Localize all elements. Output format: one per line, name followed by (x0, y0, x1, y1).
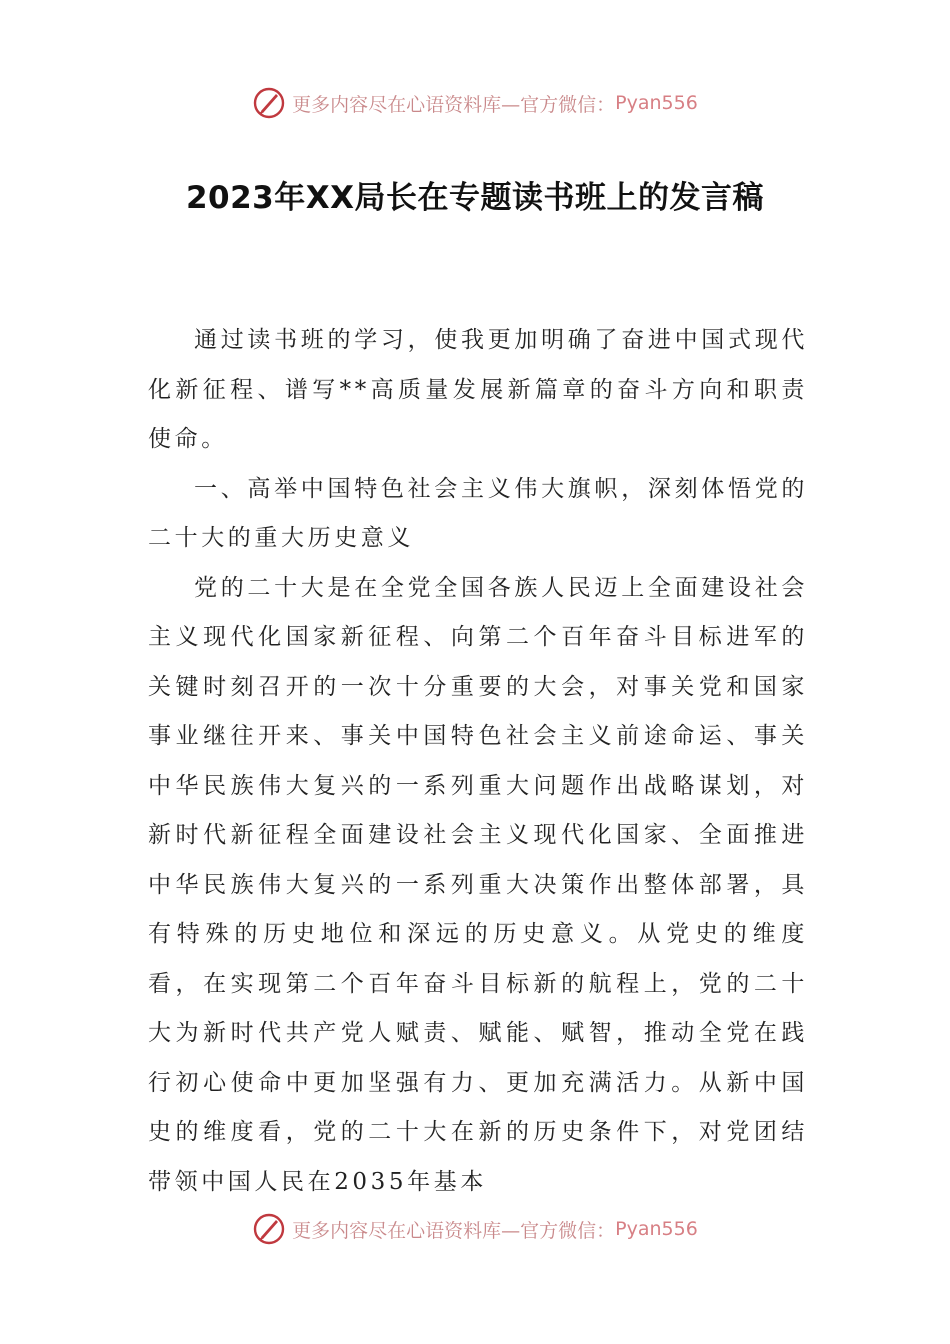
watermark-text: 更多内容尽在心语资料库—官方微信： (292, 93, 616, 116)
watermark-wechat-id: Pyan556 (615, 1218, 698, 1240)
document-title: 2023年XX局长在专题读书班上的发言稿 (185, 180, 765, 216)
quill-logo-icon (252, 1212, 286, 1246)
watermark-text: 更多内容尽在心语资料库—官方微信： (292, 1219, 616, 1242)
header-watermark (0, 86, 950, 120)
document-body (148, 316, 808, 1207)
paragraph-body: 党的二十大是在全党全国各族人民迈上全面建设社会主义现代化国家新征程、向第二个百年奋斗目标进军的关键时刻召开的一次十分重要的大会，对事关党和国家事业继往开来、事关中国特色社会主义前途命运、事关中华民族伟大复兴的一系列重大问题作出战略谋划，对新时代新征程全面建设社会主义现代化国家、全面推进中华民族伟大复兴的一系列重大决策作出整体部署，具有特殊的历史地位和深远的历史意义。从党史的维度看，在实现第二个百年奋斗目标新的航程上，党的二十大为新时代共产党人赋责、赋能、赋智，推动全党在践行初心使命中更加坚强有力、更加充满活力。从新中国史的维度看，党的二十大在新的历史条件下，对党团结带领中国人民在2035年基本 (148, 574, 808, 1195)
footer-watermark (0, 1212, 950, 1246)
watermark-wechat-id: Pyan556 (615, 92, 698, 114)
section-heading-1: 一、高举中国特色社会主义伟大旗帜，深刻体悟党的二十大的重大历史意义 (148, 475, 808, 551)
paragraph-intro: 通过读书班的学习，使我更加明确了奋进中国式现代化新征程、谱写**高质量发展新篇章的奋斗方向和职责使命。 (148, 327, 808, 452)
quill-logo-icon (252, 86, 286, 120)
